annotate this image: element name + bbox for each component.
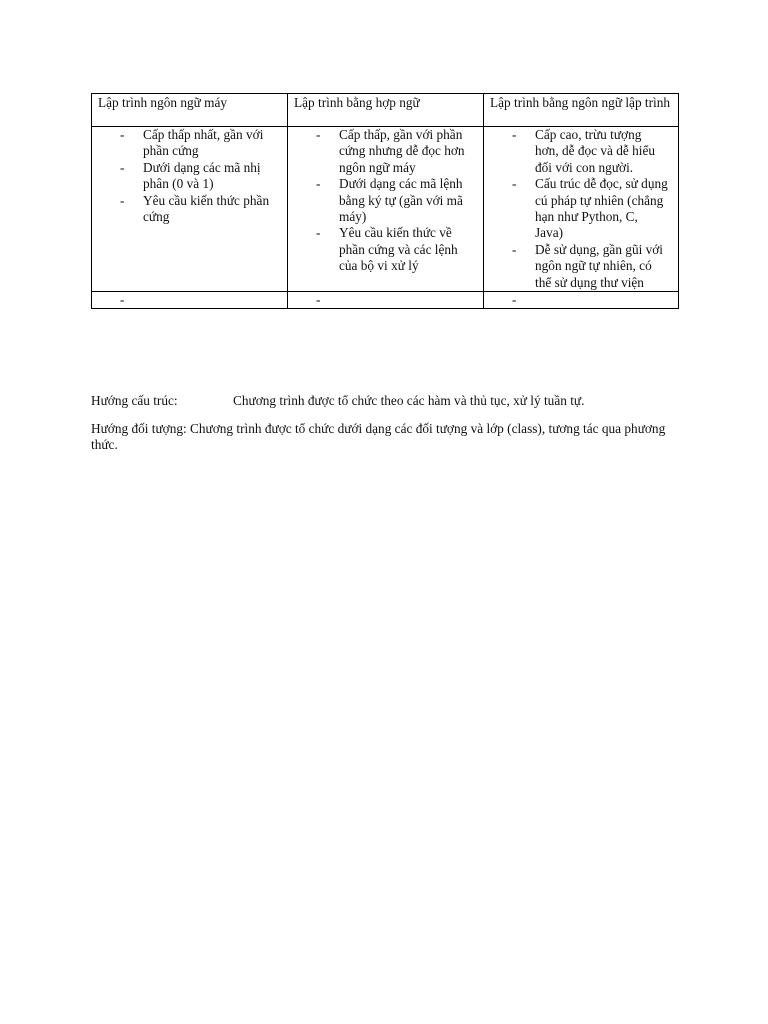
bullet-list <box>490 127 672 291</box>
list-item-text: Cấp thấp, gần với phần cứng nhưng dễ đọc hơn ngôn ngữ máy <box>339 127 465 175</box>
bullet-list <box>294 127 477 275</box>
list-item-text: Cấp cao, trừu tượng hơn, dễ đọc và dễ hiểu đối với con người. <box>535 127 656 175</box>
dash-bullet: - <box>512 241 517 257</box>
table-header-row <box>92 94 679 127</box>
oop-paragraph: Hướng đối tượng: Chương trình được tổ chức dưới dạng các đối tượng và lớp (class), tương tác qua phương thức. <box>91 421 666 453</box>
list-item-text: Yêu cầu kiến thức về phần cứng và các lệnh của bộ vi xử lý <box>339 225 458 274</box>
table-header-cell <box>484 94 679 127</box>
dash-bullet: - <box>512 127 517 142</box>
dash-bullet: - <box>120 192 125 208</box>
dash-bullet: - <box>512 176 517 192</box>
comparison-table <box>91 93 679 309</box>
structured-text: Chương trình được tổ chức theo các hàm và thủ tục, xử lý tuần tự. <box>233 393 585 408</box>
table-cell <box>92 292 288 309</box>
list-item-text: Dưới dạng các mã lệnh bằng ký tự (gần với mã máy) <box>339 176 463 225</box>
list-item-text: Cấu trúc dễ đọc, sử dụng cú pháp tự nhiên (chẳng hạn như Python, C, Java) <box>535 176 668 241</box>
list-item <box>294 225 477 274</box>
table-header-cell <box>288 94 484 127</box>
table-row <box>92 127 679 292</box>
table-cell <box>92 127 288 292</box>
list-item <box>98 127 281 160</box>
list-item-text: Cấp thấp nhất, gần với phần cứng <box>143 127 264 159</box>
table-row <box>92 292 679 309</box>
dash-bullet: - <box>316 176 321 192</box>
list-item <box>294 176 477 225</box>
table-cell <box>484 292 679 309</box>
list-item-text: Yêu cầu kiến thức phần cứng <box>143 192 270 225</box>
list-item <box>490 176 672 242</box>
header-assembly-language: Lập trình bằng hợp ngữ <box>294 95 420 110</box>
dash-bullet: - <box>120 292 125 308</box>
list-item <box>490 242 672 291</box>
table-cell <box>288 127 484 292</box>
list-item <box>98 160 281 193</box>
dash-bullet: - <box>512 292 517 308</box>
list-item-text: Dưới dạng các mã nhị phân (0 và 1) <box>143 159 261 192</box>
header-machine-language: Lập trình ngôn ngữ máy <box>98 95 228 110</box>
header-high-level-language: Lập trình bằng ngôn ngữ lập trình <box>490 95 671 110</box>
bullet-list <box>98 127 281 225</box>
list-item <box>294 127 477 176</box>
dash-bullet: - <box>316 127 321 142</box>
dash-bullet: - <box>120 159 125 175</box>
dash-bullet: - <box>316 292 321 308</box>
structured-programming-paragraph <box>91 393 678 409</box>
table-cell <box>484 127 679 292</box>
dash-bullet: - <box>316 225 321 241</box>
structured-label: Hướng cấu trúc: <box>91 393 178 408</box>
list-item <box>98 193 281 226</box>
list-item-text: Dễ sử dụng, gần gũi với ngôn ngữ tự nhiên, có thể sử dụng thư viện <box>535 241 663 290</box>
dash-bullet: - <box>120 127 125 142</box>
table-cell <box>288 292 484 309</box>
table-header-cell <box>92 94 288 127</box>
list-item <box>490 127 672 176</box>
